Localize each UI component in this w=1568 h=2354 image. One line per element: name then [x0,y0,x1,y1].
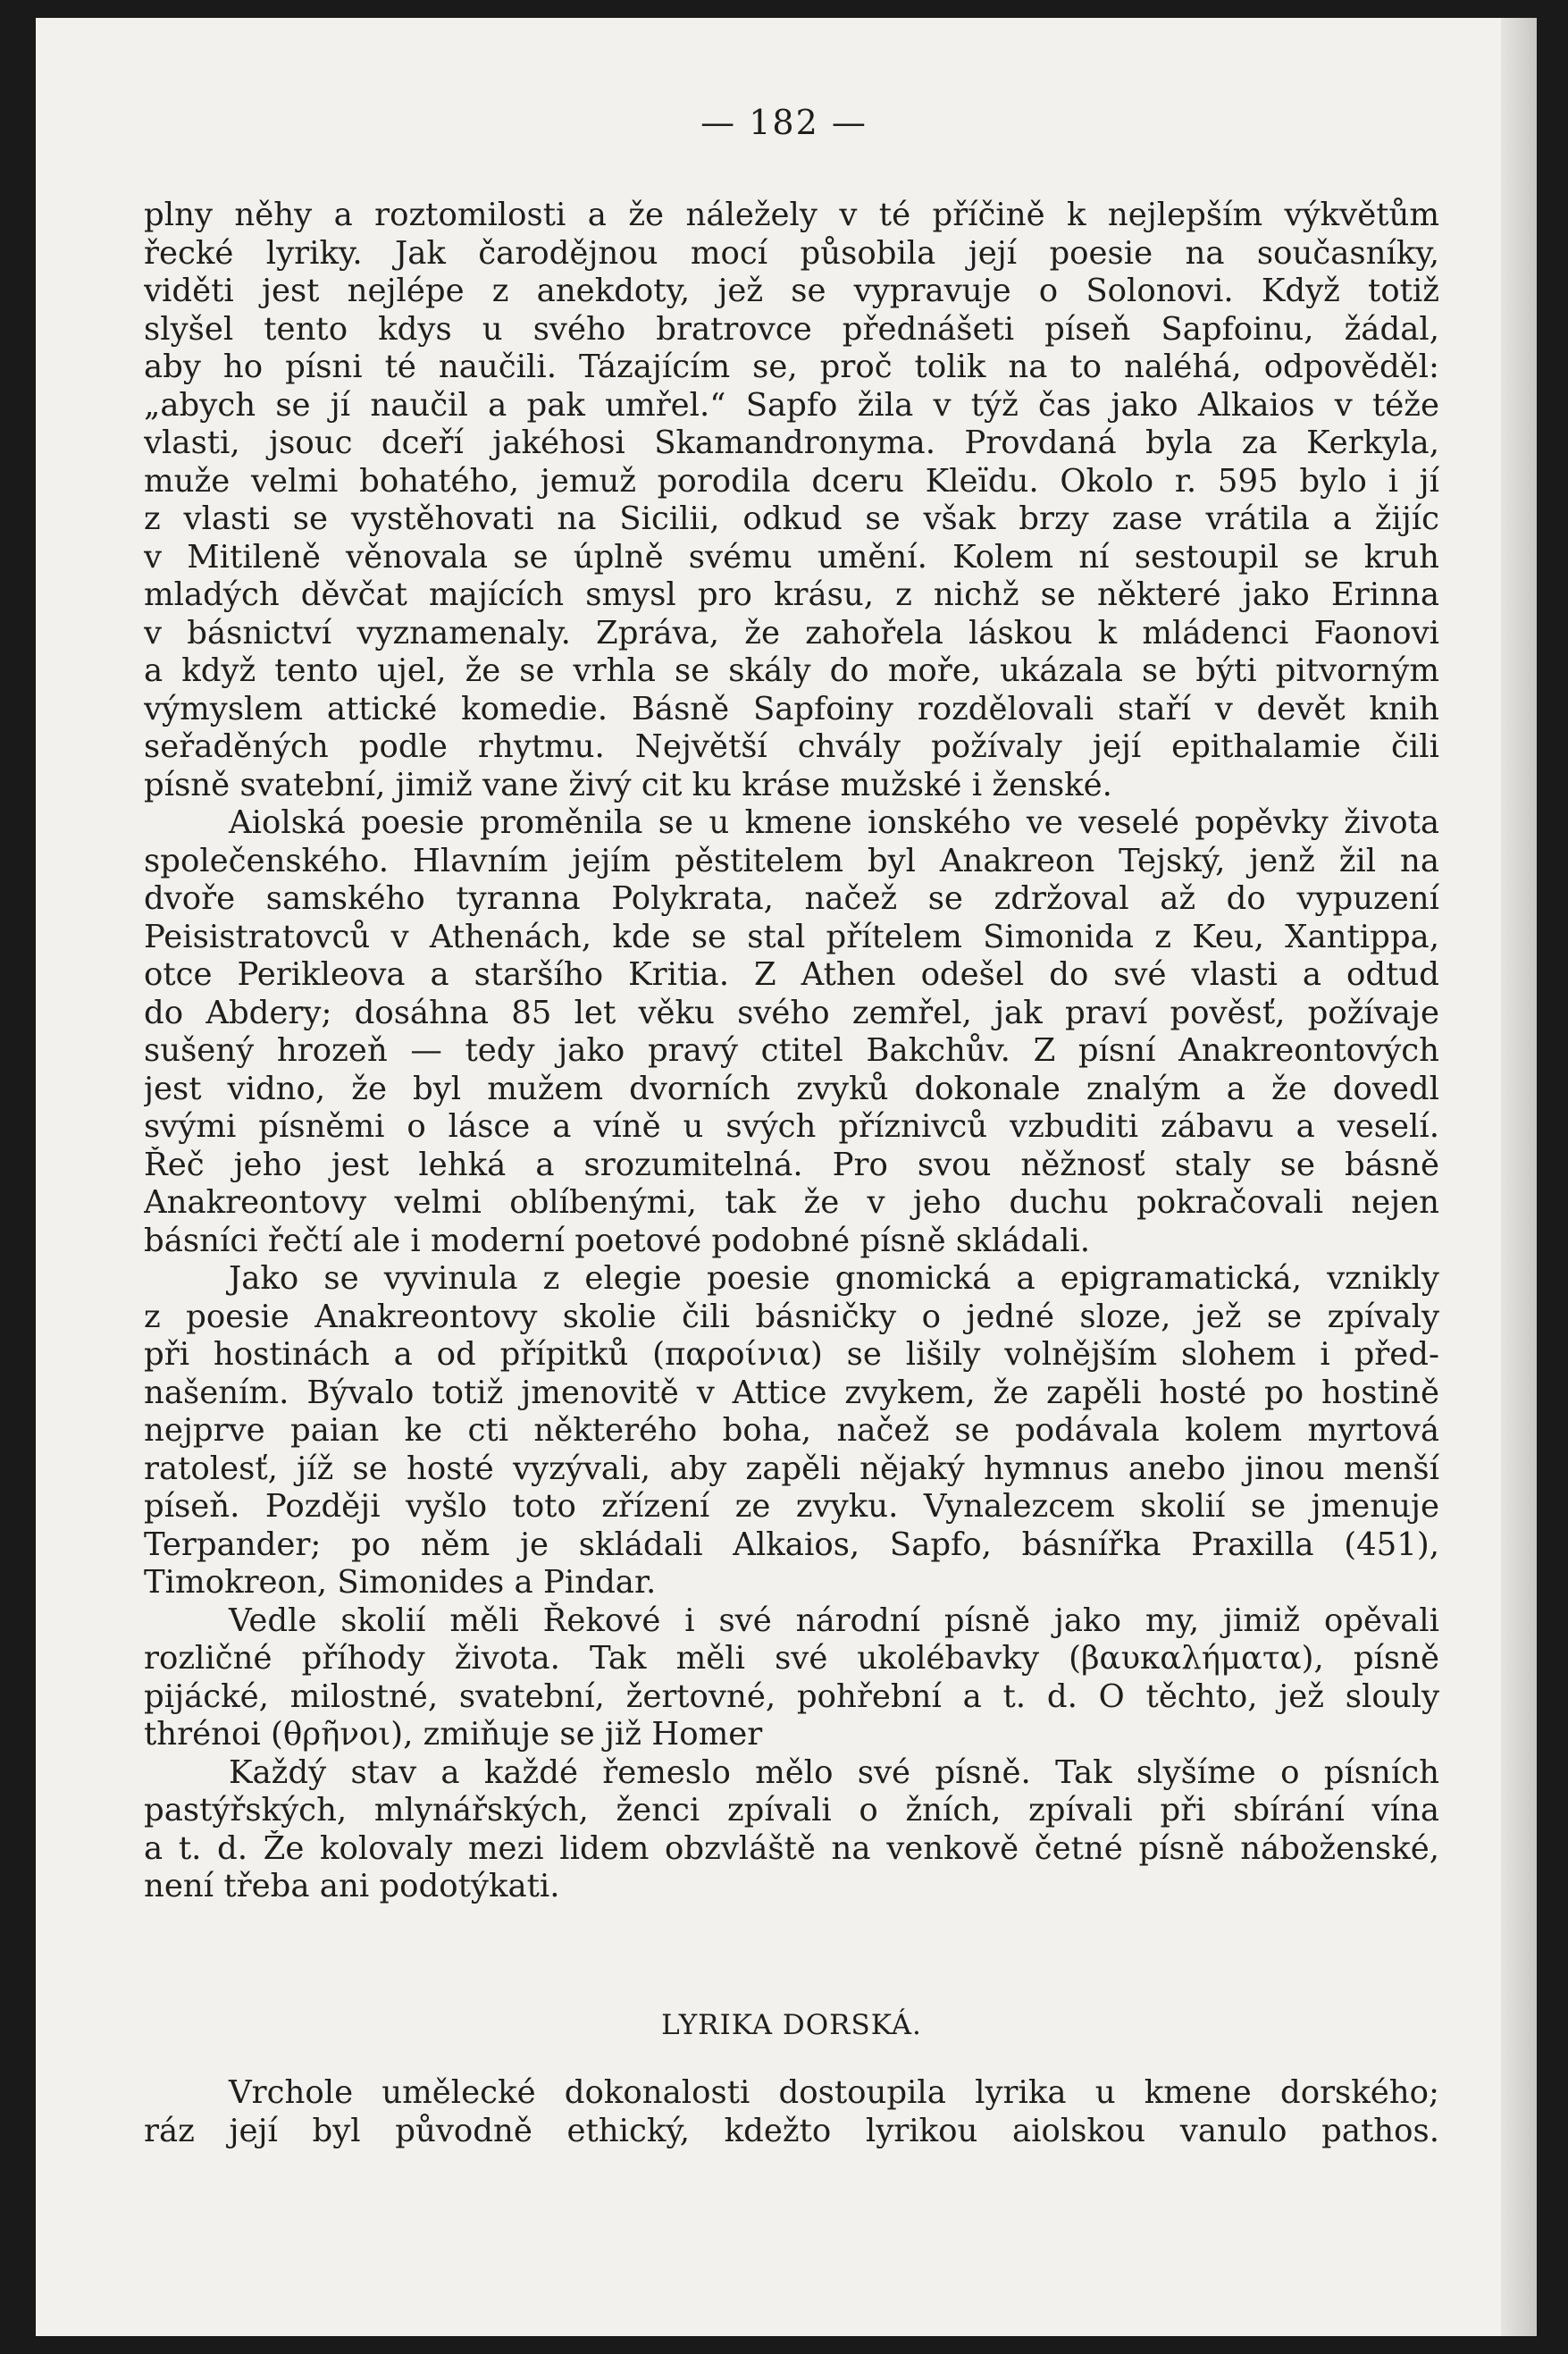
text-line: v Mitileně věnovala se úplně svému umění. Kolem ní sestoupil se kruh [144,538,1439,576]
paragraph-narodni-pisne [144,1602,1439,1754]
text-line: svými písněmi o lásce a víně u svých příznivců vzbuditi zábavu a veselí. [144,1108,1439,1145]
text-line: nejprve paian ke cti některého boha, načež se podávala kolem myrtová [144,1412,1439,1449]
text-line: Timokreon, Simonides a Pindar. [144,1564,657,1601]
text-line: do Abdery; dosáhna 85 let věku svého zemřel, jak praví pověsť, požívaje [144,994,1439,1031]
page-number: — 182 — [700,103,868,142]
text-line: otce Perikleova a staršího Kritia. Z Athen odešel do své vlasti a odtud [144,956,1439,993]
text-line: muže velmi bohatého, jemuž porodila dceru Kleïdu. Okolo r. 595 bylo i jí [144,462,1439,500]
text-line: Jako se vyvinula z elegie poesie gnomická a epigramatická, vznikly [229,1260,1439,1297]
text-line: Peisistratovců v Athenách, kde se stal přítelem Simonida z Keu, Xantippa, [144,918,1439,955]
paragraph-lyrika-dorska [144,2074,1439,2150]
text-line: dvoře samského tyranna Polykrata, načež se zdržoval až do vypuzení [144,880,1439,917]
text-line: slyšel tento kdys u svého bratrovce přednášeti píseň Sapfoinu, žádal, [144,310,1439,348]
text-line: a když tento ujel, že se vrhla se skály do moře, ukázala se býti pitvorným [144,652,1439,689]
paragraph-remesla [144,1754,1439,1906]
text-line: Terpander; po něm je skládali Alkaios, Sapfo, básnířka Praxilla (451), [144,1526,1439,1563]
text-line: a t. d. Že kolovaly mezi lidem obzvláště na venkově četné písně náboženské, [144,1829,1439,1867]
text-line: básníci řečtí ale i moderní poetové podobné písně skládali. [144,1222,1091,1259]
text-line: seřaděných podle rhytmu. Největší chvály požívaly její epithalamie čili [144,728,1439,765]
text-line: našením. Bývalo totiž jmenovitě v Attice zvykem, že zapěli hosté po hostině [144,1374,1439,1411]
text-line: není třeba ani podotýkati. [144,1868,560,1904]
page-spine-shadow [1501,18,1537,2336]
paragraph-sapfo [144,197,1439,804]
text-line: jest vidno, že byl mužem dvorních zvyků dokonale znalým a že dovedl [144,1070,1439,1107]
text-line: rozličné příhody života. Tak měli své ukolébavky (βαυκαλήματα), písně [144,1640,1439,1677]
text-line: v básnictví vyznamenaly. Zpráva, že zahořela láskou k mládenci Faonovi [144,614,1439,652]
text-line: aby ho písni té naučili. Tázajícím se, proč tolik na to naléhá, odpověděl: [144,349,1439,385]
text-line: řecké lyriky. Jak čarodějnou mocí působila její poesie na současníky, [144,234,1439,272]
text-line: výmyslem attické komedie. Básně Sapfoiny rozdělovali staří v devět knih [144,690,1439,727]
text-line: viděti jest nejlépe z anekdoty, jež se vypravuje o Solonovi. Když totiž [144,273,1439,309]
text-line: Vrchole umělecké dokonalosti dostoupila lyrika u kmene dorského; [229,2074,1439,2111]
text-line: při hostinách a od přípitků (παροίνια) se lišily volnějším slohem i před- [144,1336,1439,1373]
paragraph-anakreon [144,804,1439,1260]
book-page [36,18,1532,2336]
text-line: Každý stav a každé řemeslo mělo své písně. Tak slyšíme o písních [229,1753,1439,1791]
text-line: Aiolská poesie proměnila se u kmene ionského ve veselé popěvky života [229,804,1439,841]
body-text [144,197,1439,2150]
text-line: Anakreontovy velmi oblíbenými, tak že v jeho duchu pokračovali nejen [144,1184,1439,1221]
text-line: Řeč jeho jest lehká a srozumitelná. Pro svou něžnosť staly se básně [144,1146,1439,1183]
text-line: společenského. Hlavním jejím pěstitelem byl Anakreon Tejský, jenž žil na [144,842,1439,879]
text-line: ratolesť, jíž se hosté vyzývali, aby zapěli nějaký hymnus anebo jinou menší [144,1450,1439,1487]
text-line: „abych se jí naučil a pak umřel.“ Sapfo žila v týž čas jako Alkaios v téže [144,386,1439,424]
text-line: thrénoi (θρῆνοι), zmiňuje se již Homer [144,1716,763,1753]
text-line: Vedle skolií měli Řekové i své národní písně jako my, jimiž opěvali [229,1602,1439,1639]
text-line: písně svatební, jimiž vane živý cit ku kráse mužské i ženské. [144,766,1112,803]
paragraph-skolie [144,1260,1439,1602]
text-line: pastýřských, mlynářských, ženci zpívali o žních, zpívali při sbírání vína [144,1792,1439,1829]
section-heading: LYRIKA DORSKÁ. [661,2008,922,2041]
text-line: plny něhy a roztomilosti a že náležely v té příčině k nejlepším výkvětům [144,197,1439,233]
text-line: sušený hrozeň — tedy jako pravý ctitel Bakchův. Z písní Anakreontových [144,1032,1439,1069]
text-line: ráz její byl původně ethický, kdežto lyrikou aiolskou vanulo pathos. [144,2112,1439,2149]
text-line: píseň. Později vyšlo toto zřízení ze zvyku. Vynalezcem skolií se jmenuje [144,1488,1439,1525]
text-line: mladých děvčat majících smysl pro krásu, z nichž se některé jako Erinna [144,576,1439,613]
text-line: pijácké, milostné, svatební, žertovné, pohřební a t. d. O těchto, jež slouly [144,1677,1439,1715]
text-line: vlasti, jsouc dceří jakéhosi Skamandronyma. Provdaná byla za Kerkyla, [144,425,1439,461]
text-line: z vlasti se vystěhovati na Sicilii, odkud se však brzy zase vrátila a žijíc [144,500,1439,537]
text-line: z poesie Anakreontovy skolie čili básničky o jedné sloze, jež se zpívaly [144,1298,1439,1335]
